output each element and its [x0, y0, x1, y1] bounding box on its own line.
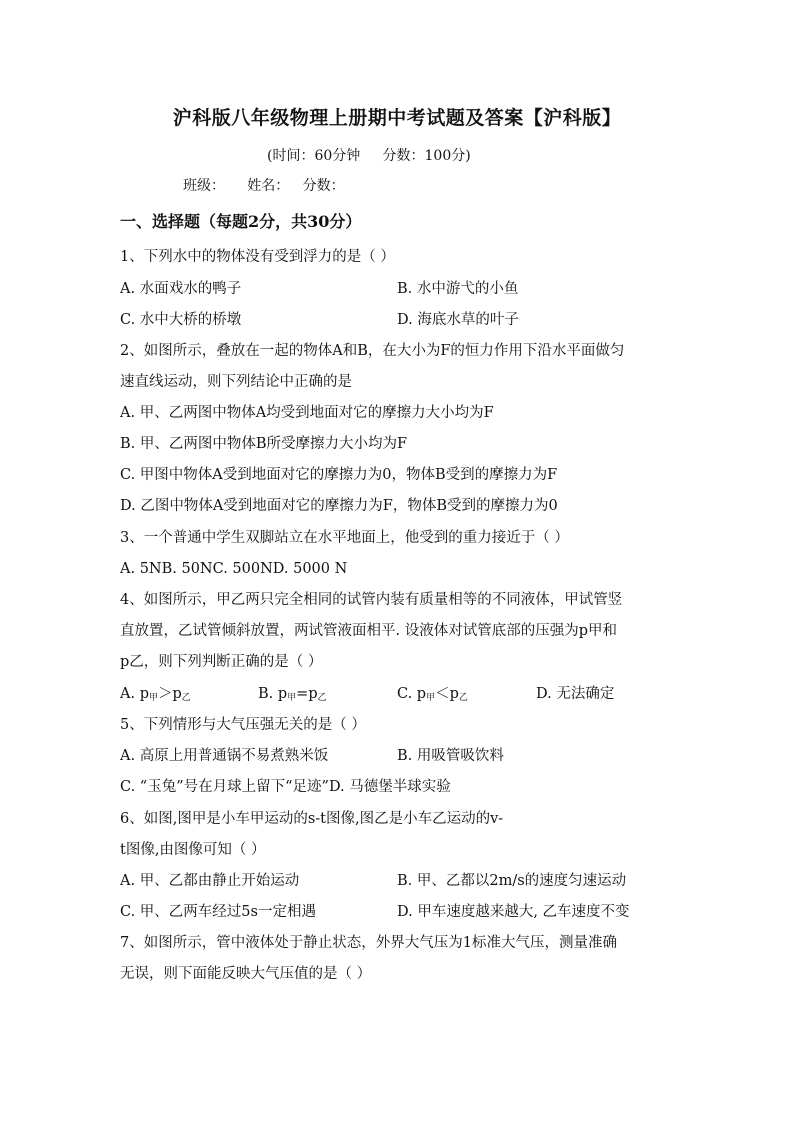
q5-option-a: A. 高原上用普通锅不易煮熟米饭 — [120, 748, 329, 764]
q2-option-a: A. 甲、乙两图中物体A均受到地面对它的摩擦力大小均为F — [120, 405, 494, 421]
question-2-stem-line-2: 速直线运动，则下列结论中正确的是 — [120, 374, 352, 390]
q6-option-b: B. 甲、乙都以2m/s的速度匀速运动 — [397, 873, 627, 889]
q1-option-c: C. 水中大桥的桥墩 — [120, 312, 242, 328]
q4-option-b: B. $p_甲=p_乙$ — [258, 686, 327, 703]
q1-option-b: B. 水中游弋的小鱼 — [397, 281, 519, 297]
q5-option-b: B. 用吸管吸饮料 — [397, 748, 504, 764]
question-7-stem-line-1: 7、如图所示，管中液体处于静止状态，外界大气压为1标准大气压，测量准确 — [120, 935, 617, 951]
q6-option-c: C. 甲、乙两车经过5s一定相遇 — [120, 904, 316, 920]
question-1-stem: 1、下列水中的物体没有受到浮力的是（ ） — [120, 249, 395, 265]
q4-option-c: C. $p_甲<p_乙$ — [397, 686, 468, 703]
question-2-stem-line-1: 2、如图所示，叠放在一起的物体A和B，在大小为F的恒力作用下沿水平面做匀 — [120, 343, 625, 359]
q6-option-d: D. 甲车速度越来越大, 乙车速度不变 — [397, 904, 630, 920]
page-title: 沪科版八年级物理上册期中考试题及答案【沪科版】 — [172, 107, 622, 129]
question-5-stem: 5、下列情形与大气压强无关的是（ ） — [120, 717, 366, 733]
q2-option-d: D. 乙图中物体A受到地面对它的摩擦力为F，物体B受到的摩擦力为0 — [120, 498, 558, 514]
question-6-stem-line-2: t图像,由图像可知（ ） — [120, 842, 266, 858]
q2-option-b: B. 甲、乙两图中物体B所受摩擦力大小均为F — [120, 436, 408, 452]
q4-option-a: A. $p_甲>p_乙$ — [120, 686, 191, 703]
question-3-stem: 3、一个普通中学生双脚站立在水平地面上，他受到的重力接近于（ ） — [120, 530, 569, 546]
section-heading: 一、选择题（每题2分，共30分） — [120, 212, 362, 231]
question-4-stem-line-1: 4、如图所示，甲乙两只完全相同的试管内装有质量相等的不同液体，甲试管竖 — [120, 592, 623, 608]
q2-option-c: C. 甲图中物体A受到地面对它的摩擦力为0，物体B受到的摩擦力为F — [120, 467, 558, 483]
time-score-line: (时间：60分钟 分数：100分) — [267, 148, 471, 164]
question-6-stem-line-1: 6、如图,图甲是小车甲运动的s-t图像,图乙是小车乙运动的v- — [120, 811, 504, 827]
q5-options-c-d: C. “玉兔”号在月球上留下“足迹”D. 马德堡半球实验 — [120, 779, 451, 795]
student-info-line: 班级： 姓名： 分数： — [183, 178, 345, 194]
q1-option-a: A. 水面戏水的鸭子 — [120, 281, 242, 297]
q6-option-a: A. 甲、乙都由静止开始运动 — [120, 873, 300, 889]
q4-option-d: D. 无法确定 — [536, 686, 615, 702]
question-4-stem-line-3: p乙，则下列判断正确的是（ ） — [120, 654, 323, 670]
question-4-stem-line-2: 直放置，乙试管倾斜放置，两试管液面相平. 设液体对试管底部的压强为p甲和 — [120, 623, 617, 639]
q1-option-d: D. 海底水草的叶子 — [397, 312, 519, 328]
question-7-stem-line-2: 无误，则下面能反映大气压值的是（ ） — [120, 966, 372, 982]
q3-options: A. 5NB. 50NC. 500ND. 5000 N — [120, 561, 348, 577]
